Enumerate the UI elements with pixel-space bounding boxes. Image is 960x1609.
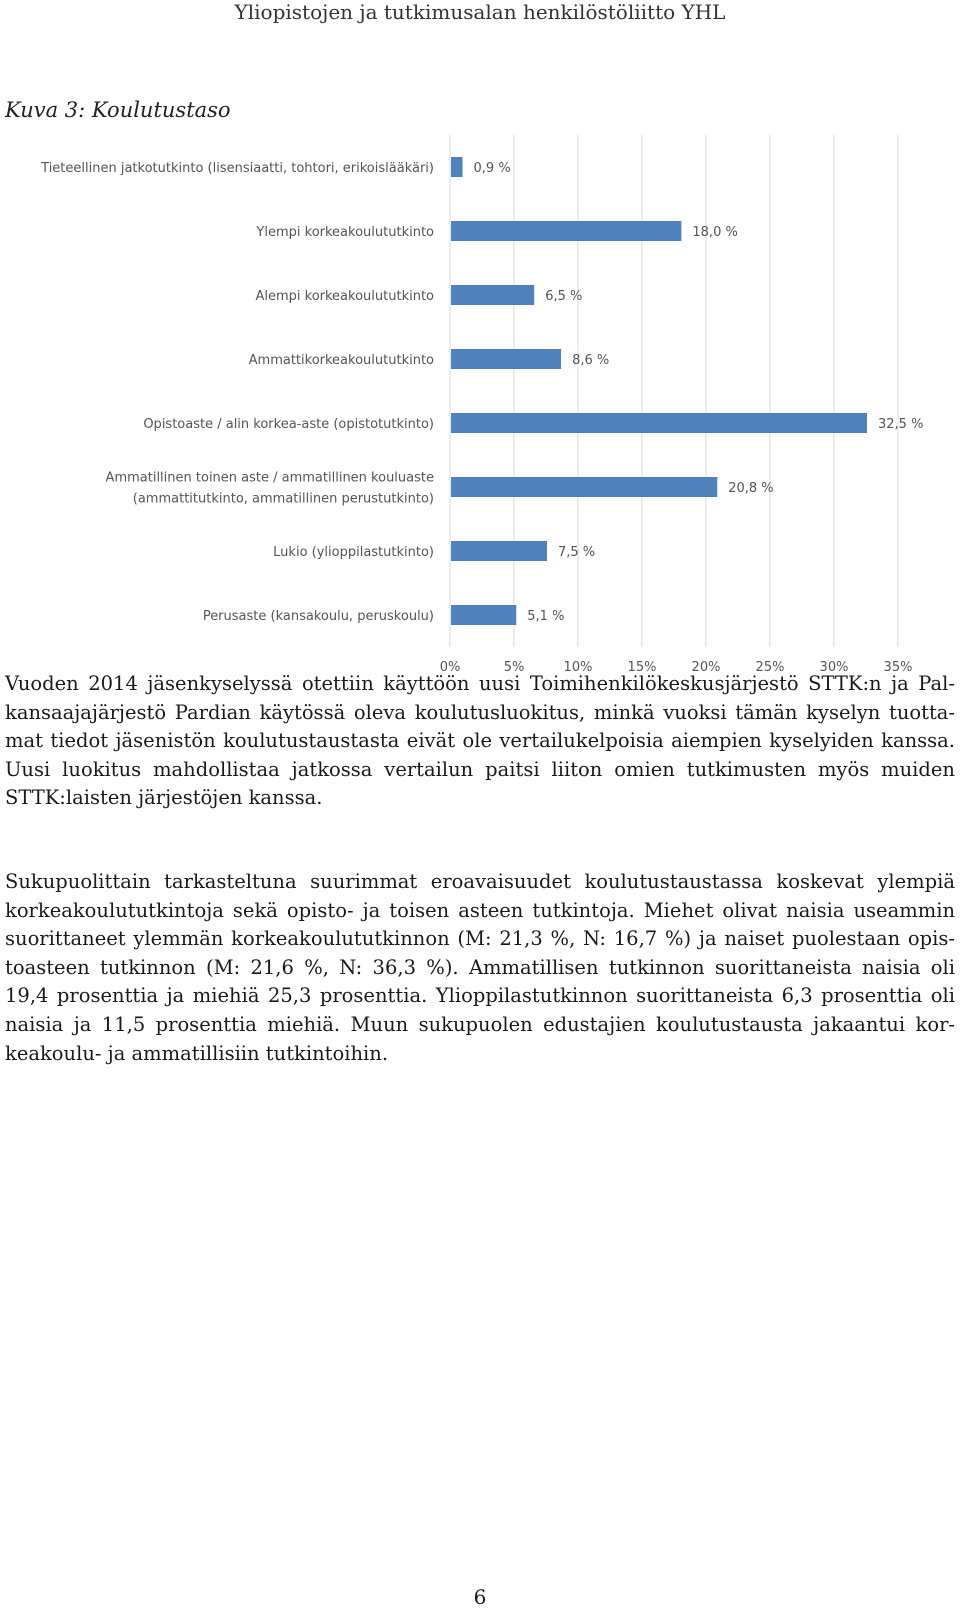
paragraph-line: naisia ja 11,5 prosenttia miehiä. Muun sukupuolen edustajien koulutustausta jakaantui kor-	[5, 1012, 955, 1036]
category-label: Ammatillinen toinen aste / ammatillinen kouluaste	[105, 470, 434, 486]
bar	[451, 157, 463, 177]
data-label: 32,5 %	[878, 417, 924, 432]
paragraph-line: keakoulu- ja ammatillisiin tutkintoihin.	[5, 1041, 389, 1065]
category-label: Ammattikorkeakoulututkinto	[248, 353, 434, 368]
x-tick-label: 10%	[563, 660, 593, 675]
paragraph-gender-differences	[5, 868, 955, 1068]
data-label: 8,6 %	[572, 353, 610, 368]
bar	[451, 541, 547, 561]
paragraph-line: Vuoden 2014 jäsenkyselyssä otettiin käyttöön uusi Toimihenkilökeskusjärjestö STTK:n ja Pal-	[5, 672, 955, 695]
data-label: 7,5 %	[558, 545, 596, 560]
category-label: Ylempi korkeakoulututkinto	[256, 225, 434, 240]
bar	[451, 285, 534, 305]
paragraph-line: toasteen tutkinnon (M: 21,6 %, N: 36,3 %). Ammatillisen tutkinnon suorittaneista naisia oli	[5, 955, 955, 979]
x-tick-label: 15%	[627, 660, 657, 675]
x-tick-label: 0%	[439, 660, 461, 675]
figure-caption: Kuva 3: Koulutustaso	[5, 98, 231, 122]
data-label: 5,1 %	[527, 609, 565, 624]
category-label: Tieteellinen jatkotutkinto (lisensiaatti, tohtori, erikoislääkäri)	[41, 161, 434, 176]
paragraph-line: STTK:laisten järjestöjen kanssa.	[5, 786, 323, 810]
x-tick-label: 35%	[883, 660, 913, 675]
paragraph-line: Sukupuolittain tarkasteltuna suurimmat eroavaisuudet koulutustaustassa koskevat ylempiä	[5, 870, 955, 893]
page-number: 6	[473, 1585, 487, 1609]
category-label: Alempi korkeakoulututkinto	[255, 289, 434, 304]
category-label: (ammattitutkinto, ammatillinen perustutkinto)	[132, 491, 434, 507]
category-label: Opistoaste / alin korkea-aste (opistotutkinto)	[143, 417, 434, 432]
paragraph-classification	[5, 670, 955, 813]
category-label: Perusaste (kansakoulu, peruskoulu)	[202, 609, 434, 624]
paragraph-line: 19,4 prosenttia ja miehiä 25,3 prosenttia. Ylioppilastutkinnon suorittaneista 6,3 prosenttia oli	[5, 984, 955, 1008]
bar	[451, 413, 867, 433]
bar	[451, 605, 516, 625]
x-tick-label: 30%	[819, 660, 849, 675]
bar	[451, 221, 681, 241]
data-label: 18,0 %	[692, 225, 738, 240]
paragraph-line: Uusi luokitus mahdollistaa jatkossa vertailun paitsi liiton omien tutkimusten myös muiden	[5, 757, 955, 781]
data-label: 6,5 %	[545, 289, 583, 304]
data-label: 0,9 %	[473, 161, 511, 176]
bar	[451, 477, 717, 497]
paragraph-line: korkeakoulututkintoja sekä opisto- ja toisen asteen tutkintoja. Miehet olivat naisia useammin	[5, 898, 955, 922]
x-tick-label: 25%	[755, 660, 785, 675]
x-tick-label: 20%	[691, 660, 721, 675]
running-header: Yliopistojen ja tutkimusalan henkilöstöliitto YHL	[234, 0, 726, 24]
paragraph-line: kansaajajärjestö Pardian käytössä oleva koulutusluokitus, minkä vuoksi tämän kyselyn tuotta-	[5, 700, 955, 724]
x-tick-label: 5%	[503, 660, 525, 675]
category-label: Lukio (ylioppilastutkinto)	[273, 545, 434, 560]
paragraph-line: mat tiedot jäsenistön koulutustaustasta eivät ole vertailukelpoisia aiempien kyselyiden kanssa.	[5, 729, 955, 753]
bar	[451, 349, 561, 369]
data-label: 20,8 %	[728, 481, 774, 496]
education-level-bar-chart	[0, 125, 960, 680]
paragraph-line: suorittaneet ylemmän korkeakoulututkinnon (M: 21,3 %, N: 16,7 %) ja naiset puolestaan opis-	[5, 927, 955, 951]
